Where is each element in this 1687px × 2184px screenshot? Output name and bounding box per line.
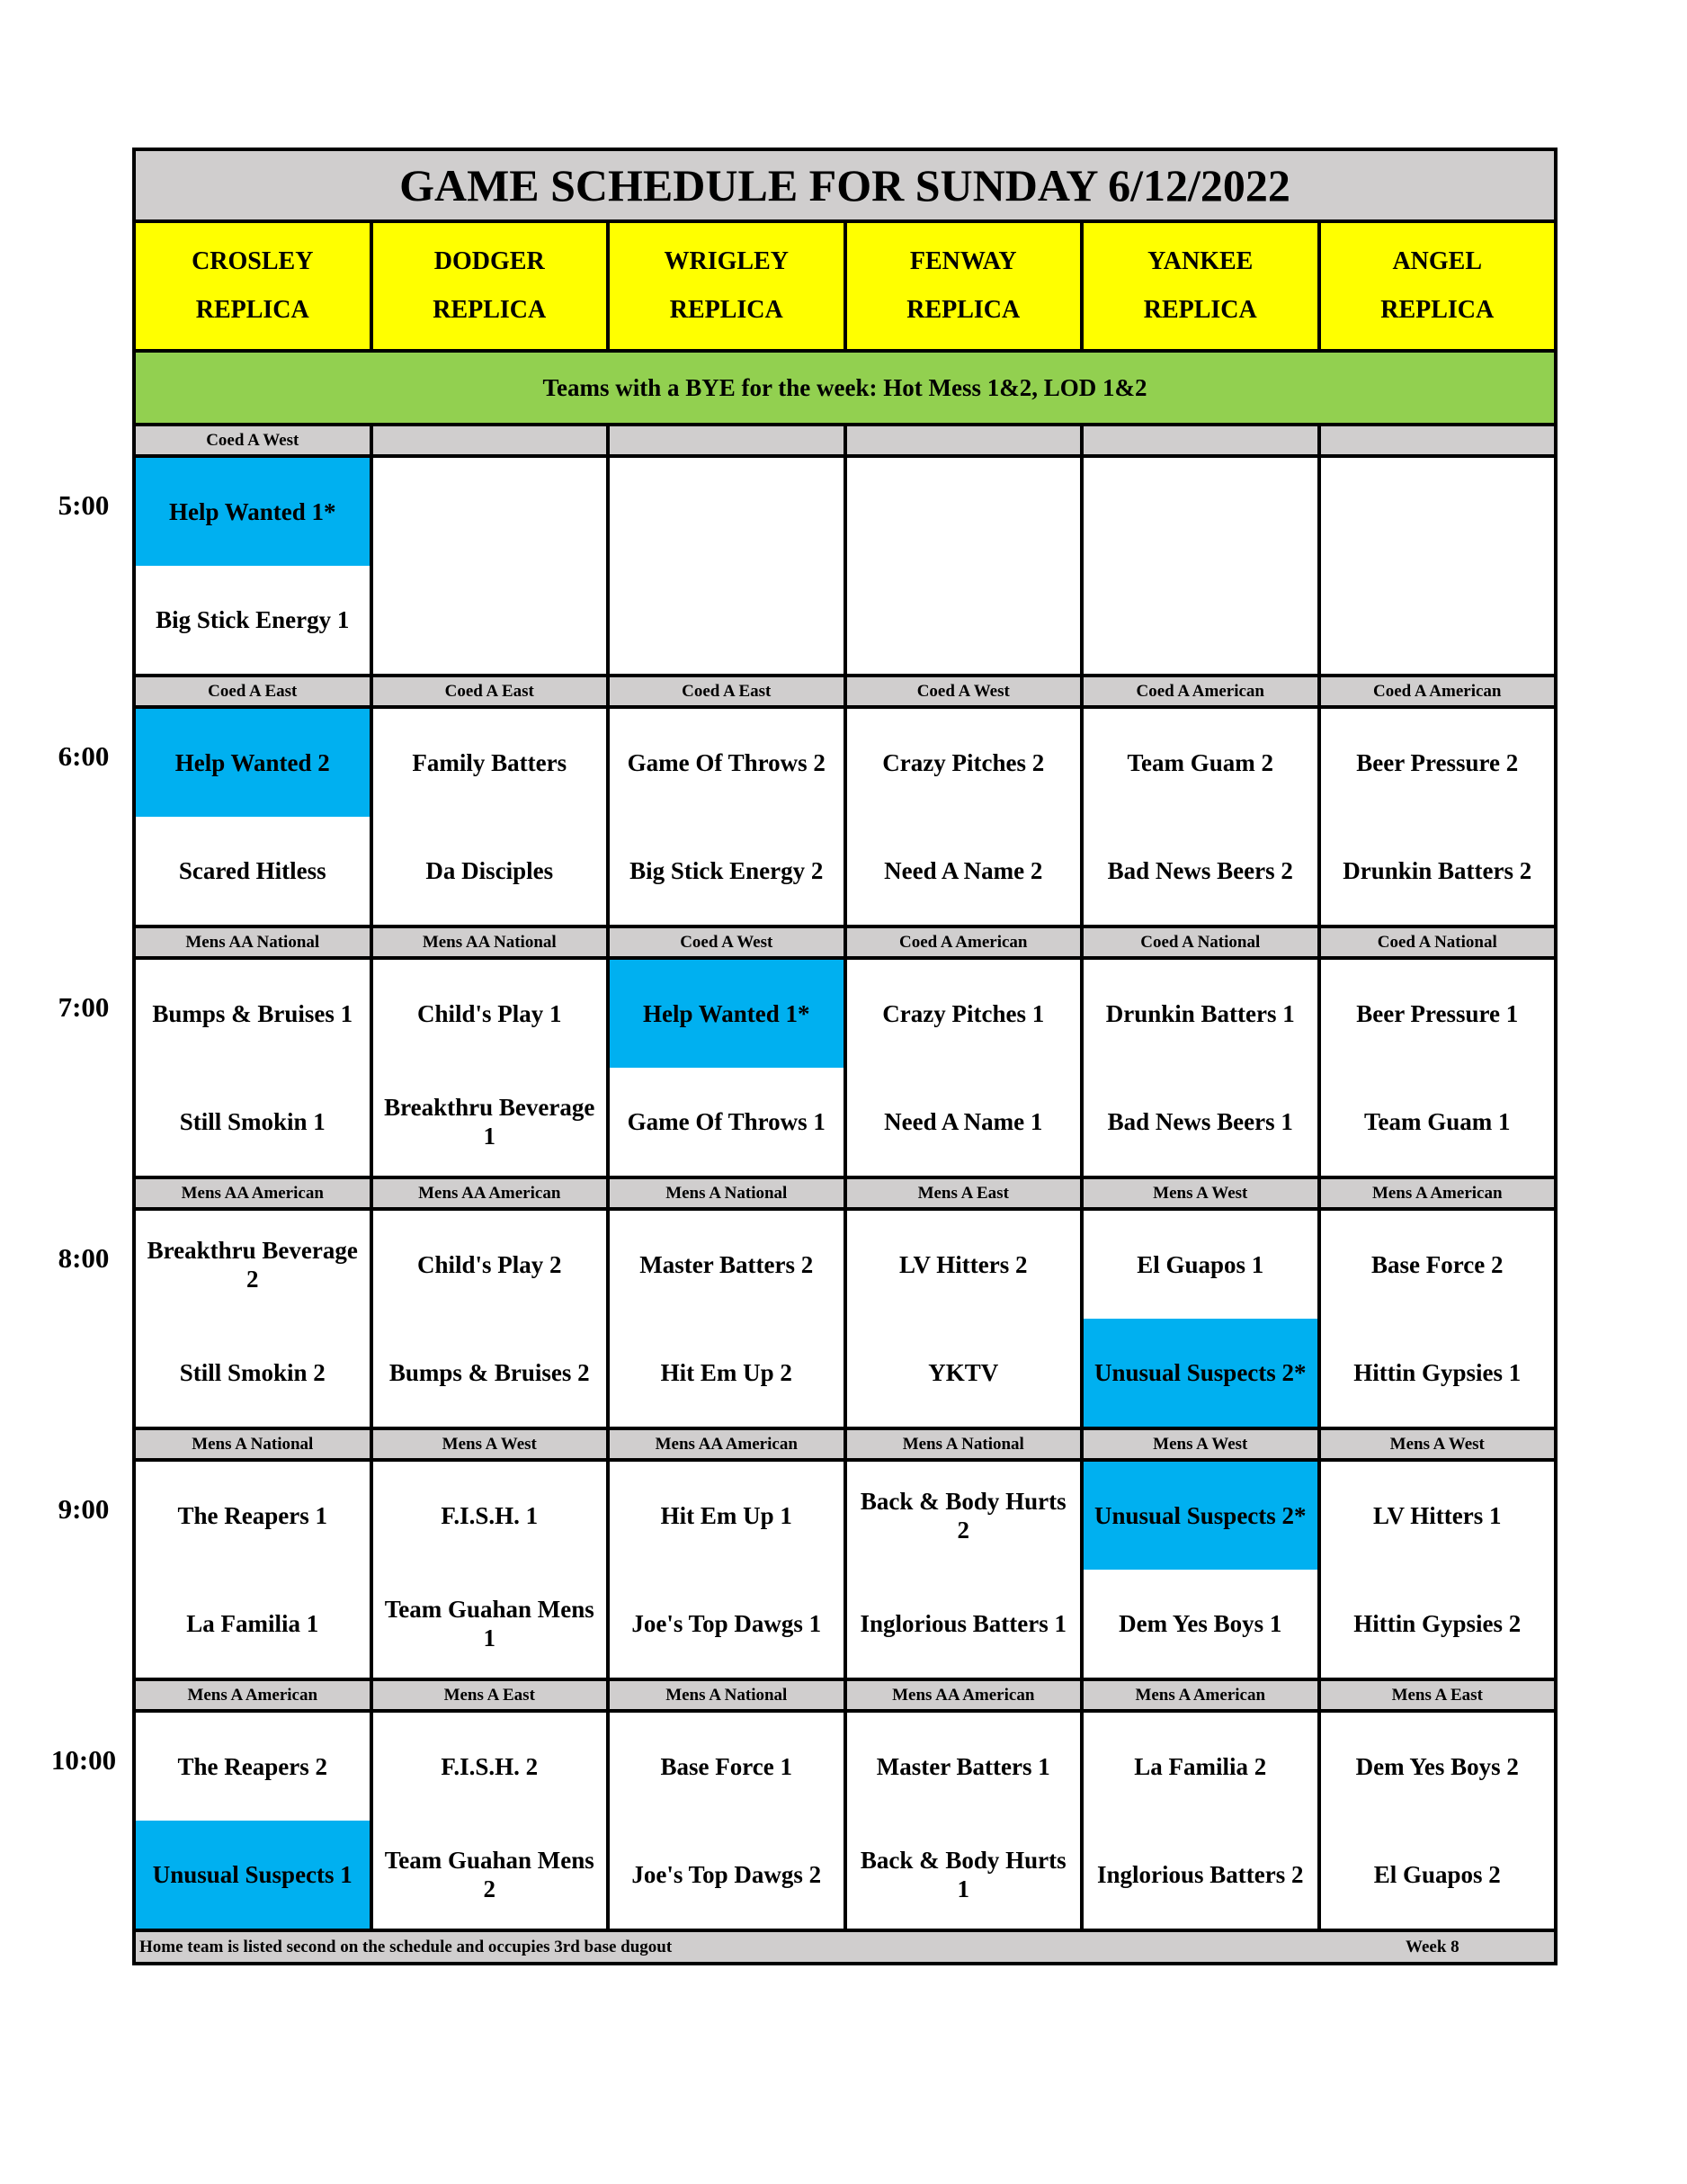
away-team: Dem Yes Boys 2 — [1355, 1753, 1519, 1780]
away-team: Unusual Suspects 2* — [1084, 1462, 1317, 1570]
division-row — [136, 426, 1554, 458]
game-cell — [1084, 960, 1321, 1176]
home-team: Breakthru Beverage 1 — [384, 1094, 595, 1150]
away-team: Family Batters — [412, 749, 567, 776]
home-team: Hit Em Up 2 — [660, 1359, 792, 1386]
game-cell — [1321, 1211, 1555, 1427]
field-name: DODGER — [433, 247, 545, 275]
division-label: Mens A East — [847, 1179, 1084, 1207]
game-cell — [847, 1713, 1084, 1929]
home-team: Hittin Gypsies 1 — [1353, 1359, 1522, 1386]
away-team: Base Force 1 — [660, 1753, 792, 1780]
field-header — [1321, 223, 1555, 349]
home-team: El Guapos 2 — [1373, 1861, 1501, 1888]
away-team — [1084, 458, 1317, 566]
home-team — [1321, 566, 1555, 674]
division-label: Coed A National — [1377, 932, 1497, 952]
away-team — [1321, 458, 1555, 566]
game-cell — [1084, 1462, 1321, 1678]
home-team: Drunkin Batters 2 — [1343, 857, 1532, 884]
field-sub: REPLICA — [1380, 296, 1495, 324]
game-cell — [1321, 1713, 1555, 1929]
division-label — [847, 426, 1084, 454]
home-team: Scared Hitless — [178, 857, 326, 884]
home-team: Team Guahan Mens 1 — [384, 1596, 594, 1651]
game-cell — [1321, 1462, 1555, 1678]
game-cell — [610, 1713, 847, 1929]
division-label: Coed A West — [610, 928, 847, 956]
away-team: Team Guam 2 — [1127, 749, 1273, 776]
home-team: Hittin Gypsies 2 — [1353, 1610, 1522, 1637]
game-row — [136, 1211, 1554, 1430]
away-team: Beer Pressure 2 — [1356, 749, 1519, 776]
home-team: YKTV — [928, 1359, 999, 1386]
division-label: Mens AA American — [136, 1179, 373, 1207]
division-label: Mens AA American — [847, 1681, 1084, 1709]
away-team: Drunkin Batters 1 — [1105, 1000, 1295, 1027]
home-team — [1084, 566, 1317, 674]
division-label: Mens A National — [847, 1430, 1084, 1458]
game-cell — [136, 1211, 373, 1427]
home-team: Bad News Beers 2 — [1107, 857, 1293, 884]
field-sub: REPLICA — [195, 296, 309, 324]
away-team: Crazy Pitches 2 — [882, 749, 1045, 776]
field-header-row — [136, 223, 1554, 353]
home-team: Still Smokin 2 — [179, 1359, 326, 1386]
division-label — [610, 426, 847, 454]
home-team: Team Guam 1 — [1363, 1108, 1511, 1135]
game-cell — [610, 709, 847, 925]
division-label: Mens A American — [136, 1681, 373, 1709]
field-header — [610, 223, 847, 349]
time-label-9: 9:00 — [58, 1493, 110, 1525]
game-cell — [373, 960, 611, 1176]
division-label: Mens A National — [136, 1430, 373, 1458]
away-team: The Reapers 2 — [177, 1753, 327, 1780]
game-cell — [136, 458, 373, 674]
game-cell — [1084, 1713, 1321, 1929]
division-label: Coed A West — [847, 677, 1084, 705]
home-team: Bumps & Bruises 2 — [388, 1359, 590, 1386]
division-label: Coed A American — [1084, 677, 1321, 705]
division-row — [136, 928, 1554, 960]
game-cell — [847, 709, 1084, 925]
schedule-title: GAME SCHEDULE FOR SUNDAY 6/12/2022 — [136, 151, 1554, 223]
away-team: Hit Em Up 1 — [660, 1502, 792, 1529]
field-header — [1084, 223, 1321, 349]
game-cell — [610, 960, 847, 1176]
away-team: Base Force 2 — [1371, 1251, 1504, 1278]
away-team: Child's Play 2 — [416, 1251, 562, 1278]
away-team: La Familia 2 — [1134, 1753, 1267, 1780]
time-label-10: 10:00 — [50, 1744, 117, 1776]
away-team: F.I.S.H. 1 — [441, 1502, 539, 1529]
division-label: Coed A East — [373, 677, 611, 705]
away-team: Help Wanted 2 — [136, 709, 370, 817]
home-team: Joe's Top Dawgs 2 — [631, 1861, 822, 1888]
home-team: Back & Body Hurts 1 — [860, 1847, 1067, 1902]
home-team: Joe's Top Dawgs 1 — [631, 1610, 822, 1637]
field-sub: REPLICA — [433, 296, 547, 324]
away-team: The Reapers 1 — [177, 1502, 327, 1529]
game-cell — [1321, 709, 1555, 925]
division-row — [136, 1681, 1554, 1713]
away-team — [373, 458, 607, 566]
game-cell — [847, 458, 1084, 674]
away-team: Help Wanted 1* — [610, 960, 844, 1068]
away-team — [610, 458, 844, 566]
field-sub: REPLICA — [906, 296, 1021, 324]
game-row — [136, 458, 1554, 677]
division-row — [136, 1179, 1554, 1211]
field-sub: REPLICA — [1143, 296, 1257, 324]
game-cell — [373, 458, 611, 674]
time-label-6: 6:00 — [58, 740, 110, 772]
home-team — [610, 566, 844, 674]
home-team: Bad News Beers 1 — [1107, 1108, 1293, 1135]
division-label: Coed A West — [136, 426, 373, 454]
home-team — [847, 566, 1081, 674]
game-cell — [847, 1211, 1084, 1427]
division-label — [1084, 426, 1321, 454]
division-label: Mens A West — [1084, 1430, 1321, 1458]
game-cell — [847, 1462, 1084, 1678]
division-label: Mens AA American — [610, 1430, 847, 1458]
division-label: Mens AA National — [373, 928, 611, 956]
division-label: Coed A American — [1373, 681, 1502, 701]
game-cell — [1084, 458, 1321, 674]
away-team: Master Batters 2 — [639, 1251, 814, 1278]
division-label: Coed A East — [610, 677, 847, 705]
home-team: Inglorious Batters 1 — [860, 1610, 1067, 1637]
game-cell — [373, 709, 611, 925]
away-team: Bumps & Bruises 1 — [152, 1000, 353, 1027]
game-row — [136, 1462, 1554, 1681]
game-cell — [610, 1211, 847, 1427]
game-cell — [373, 1713, 611, 1929]
field-name: CROSLEY — [192, 247, 314, 275]
away-team: Crazy Pitches 1 — [882, 1000, 1045, 1027]
away-team: LV Hitters 1 — [1372, 1502, 1502, 1529]
division-label: Mens A West — [1084, 1179, 1321, 1207]
away-team: Child's Play 1 — [416, 1000, 562, 1027]
away-team: Master Batters 1 — [876, 1753, 1050, 1780]
home-team: Da Disciples — [425, 857, 554, 884]
game-cell — [1321, 458, 1555, 674]
division-label: Mens A American — [1371, 1183, 1503, 1203]
division-label — [373, 426, 611, 454]
division-label: Mens A West — [1389, 1434, 1485, 1454]
game-cell — [136, 960, 373, 1176]
slots-container — [136, 426, 1554, 1932]
game-row — [136, 960, 1554, 1179]
division-label: Mens A East — [1391, 1685, 1483, 1705]
division-label: Mens A National — [610, 1681, 847, 1709]
home-team: Big Stick Energy 1 — [156, 606, 350, 633]
home-team: Unusual Suspects 1 — [136, 1821, 370, 1929]
footer-row — [136, 1932, 1554, 1962]
home-team: Team Guahan Mens 2 — [384, 1847, 594, 1902]
home-team: Still Smokin 1 — [179, 1108, 326, 1135]
division-label: Coed A American — [847, 928, 1084, 956]
schedule-table — [132, 148, 1558, 1965]
away-team — [847, 458, 1081, 566]
away-team: El Guapos 1 — [1137, 1251, 1264, 1278]
division-label: Mens AA National — [136, 928, 373, 956]
game-cell — [136, 1713, 373, 1929]
home-team: Big Stick Energy 2 — [629, 857, 824, 884]
game-cell — [1321, 960, 1555, 1176]
game-cell — [1084, 709, 1321, 925]
division-label: Mens A National — [610, 1179, 847, 1207]
division-label: Mens A American — [1084, 1681, 1321, 1709]
division-label: Mens A West — [373, 1430, 611, 1458]
division-label — [1321, 426, 1555, 454]
division-label: Mens A East — [373, 1681, 611, 1709]
footer-note: Home team is listed second on the schedule and occupies 3rd base dugout — [139, 1938, 673, 1956]
field-name: YANKEE — [1147, 247, 1254, 275]
game-cell — [136, 709, 373, 925]
away-team: Beer Pressure 1 — [1356, 1000, 1519, 1027]
field-header — [847, 223, 1084, 349]
home-team — [373, 566, 607, 674]
field-header — [373, 223, 611, 349]
game-cell — [373, 1211, 611, 1427]
field-name: FENWAY — [909, 247, 1017, 275]
away-team: Game Of Throws 2 — [627, 749, 826, 776]
away-team: Help Wanted 1* — [136, 458, 370, 566]
home-team: Unusual Suspects 2* — [1084, 1319, 1317, 1427]
away-team: F.I.S.H. 2 — [441, 1753, 539, 1780]
away-team: LV Hitters 2 — [898, 1251, 1028, 1278]
field-name: ANGEL — [1392, 247, 1483, 275]
time-label-7: 7:00 — [58, 991, 110, 1023]
field-header — [136, 223, 373, 349]
game-row — [136, 709, 1554, 928]
field-sub: REPLICA — [669, 296, 783, 324]
field-name: WRIGLEY — [664, 247, 789, 275]
time-label-8: 8:00 — [58, 1242, 110, 1274]
away-team: Breakthru Beverage 2 — [147, 1237, 358, 1293]
game-cell — [610, 458, 847, 674]
game-cell — [847, 960, 1084, 1176]
division-label: Coed A National — [1084, 928, 1321, 956]
home-team: Game Of Throws 1 — [627, 1108, 826, 1135]
home-team: Inglorious Batters 2 — [1097, 1861, 1304, 1888]
division-row — [136, 1430, 1554, 1462]
week-label: Week 8 — [1406, 1938, 1459, 1956]
home-team: Need A Name 1 — [884, 1108, 1043, 1135]
game-cell — [136, 1462, 373, 1678]
home-team: Dem Yes Boys 1 — [1119, 1610, 1282, 1637]
home-team: Need A Name 2 — [884, 857, 1043, 884]
game-cell — [610, 1462, 847, 1678]
game-row — [136, 1713, 1554, 1932]
away-team: Back & Body Hurts 2 — [860, 1488, 1067, 1544]
game-cell — [373, 1462, 611, 1678]
time-label-5: 5:00 — [58, 489, 110, 521]
game-cell — [1084, 1211, 1321, 1427]
home-team: La Familia 1 — [186, 1610, 319, 1637]
division-label: Coed A East — [136, 677, 373, 705]
division-row — [136, 677, 1554, 709]
bye-banner: Teams with a BYE for the week: Hot Mess 1&2, LOD 1&2 — [136, 353, 1554, 426]
division-label: Mens AA American — [373, 1179, 611, 1207]
